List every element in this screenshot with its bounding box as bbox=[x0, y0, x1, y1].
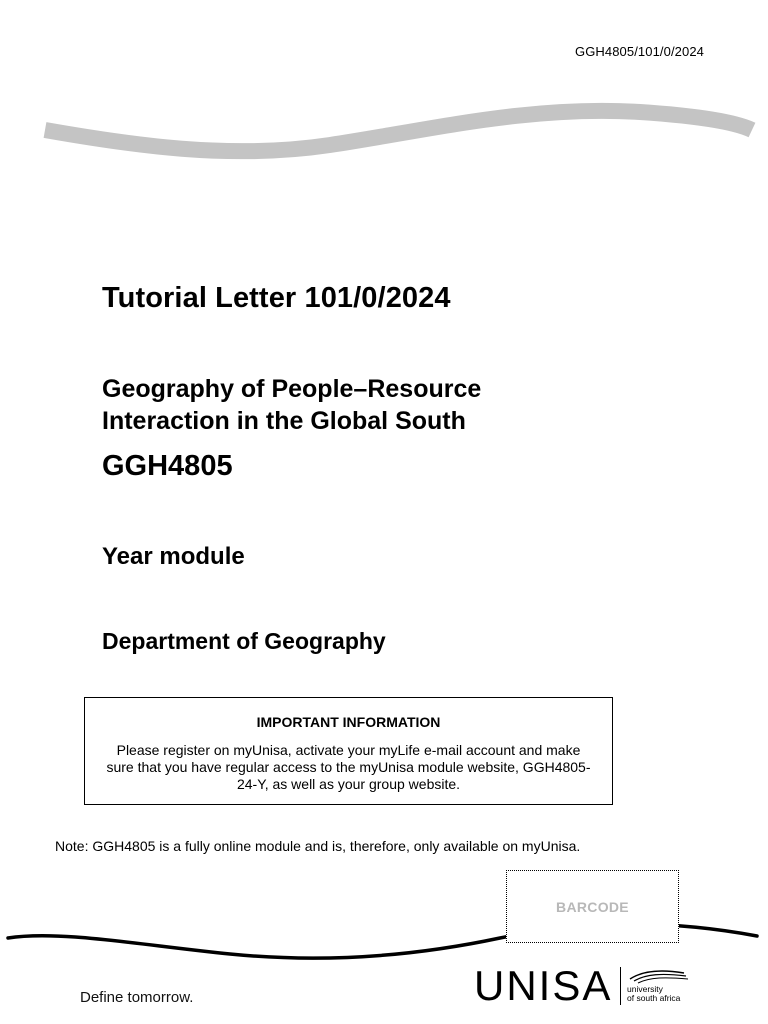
logo-subtext-line-2: of south africa bbox=[627, 993, 681, 1003]
important-information-heading: IMPORTANT INFORMATION bbox=[256, 714, 441, 730]
module-name-line-1: Geography of People–Resource bbox=[102, 375, 482, 403]
logo-subtext bbox=[627, 985, 707, 1003]
department-name: Department of Geography bbox=[102, 628, 386, 654]
page-title: Tutorial Letter 101/0/2024 bbox=[102, 282, 451, 314]
document-code: GGH4805/101/0/2024 bbox=[574, 44, 704, 59]
unisa-logo bbox=[474, 963, 704, 1011]
barcode-label: BARCODE bbox=[556, 898, 629, 915]
logo-subtext-line-1: university bbox=[627, 984, 663, 994]
logo-divider bbox=[620, 967, 621, 1005]
module-type: Year module bbox=[102, 543, 245, 570]
important-information-box bbox=[84, 697, 613, 805]
online-module-note: Note: GGH4805 is a fully online module and is, therefore, only available on myUnisa. bbox=[55, 838, 581, 854]
module-name bbox=[102, 373, 622, 437]
barcode-placeholder bbox=[506, 870, 679, 943]
tagline: Define tomorrow. bbox=[80, 989, 194, 1006]
top-swoosh-decoration bbox=[0, 100, 768, 180]
important-information-text: Please register on myUnisa, activate your myLife e-mail account and make sure that you have regular access to the myUnisa module website, GGH4805-24-Y, as well as your group website. bbox=[106, 742, 591, 792]
unisa-logo-word: UNISA bbox=[474, 962, 613, 1009]
module-code: GGH4805 bbox=[102, 450, 233, 482]
module-name-line-2: Interaction in the Global South bbox=[102, 407, 466, 435]
